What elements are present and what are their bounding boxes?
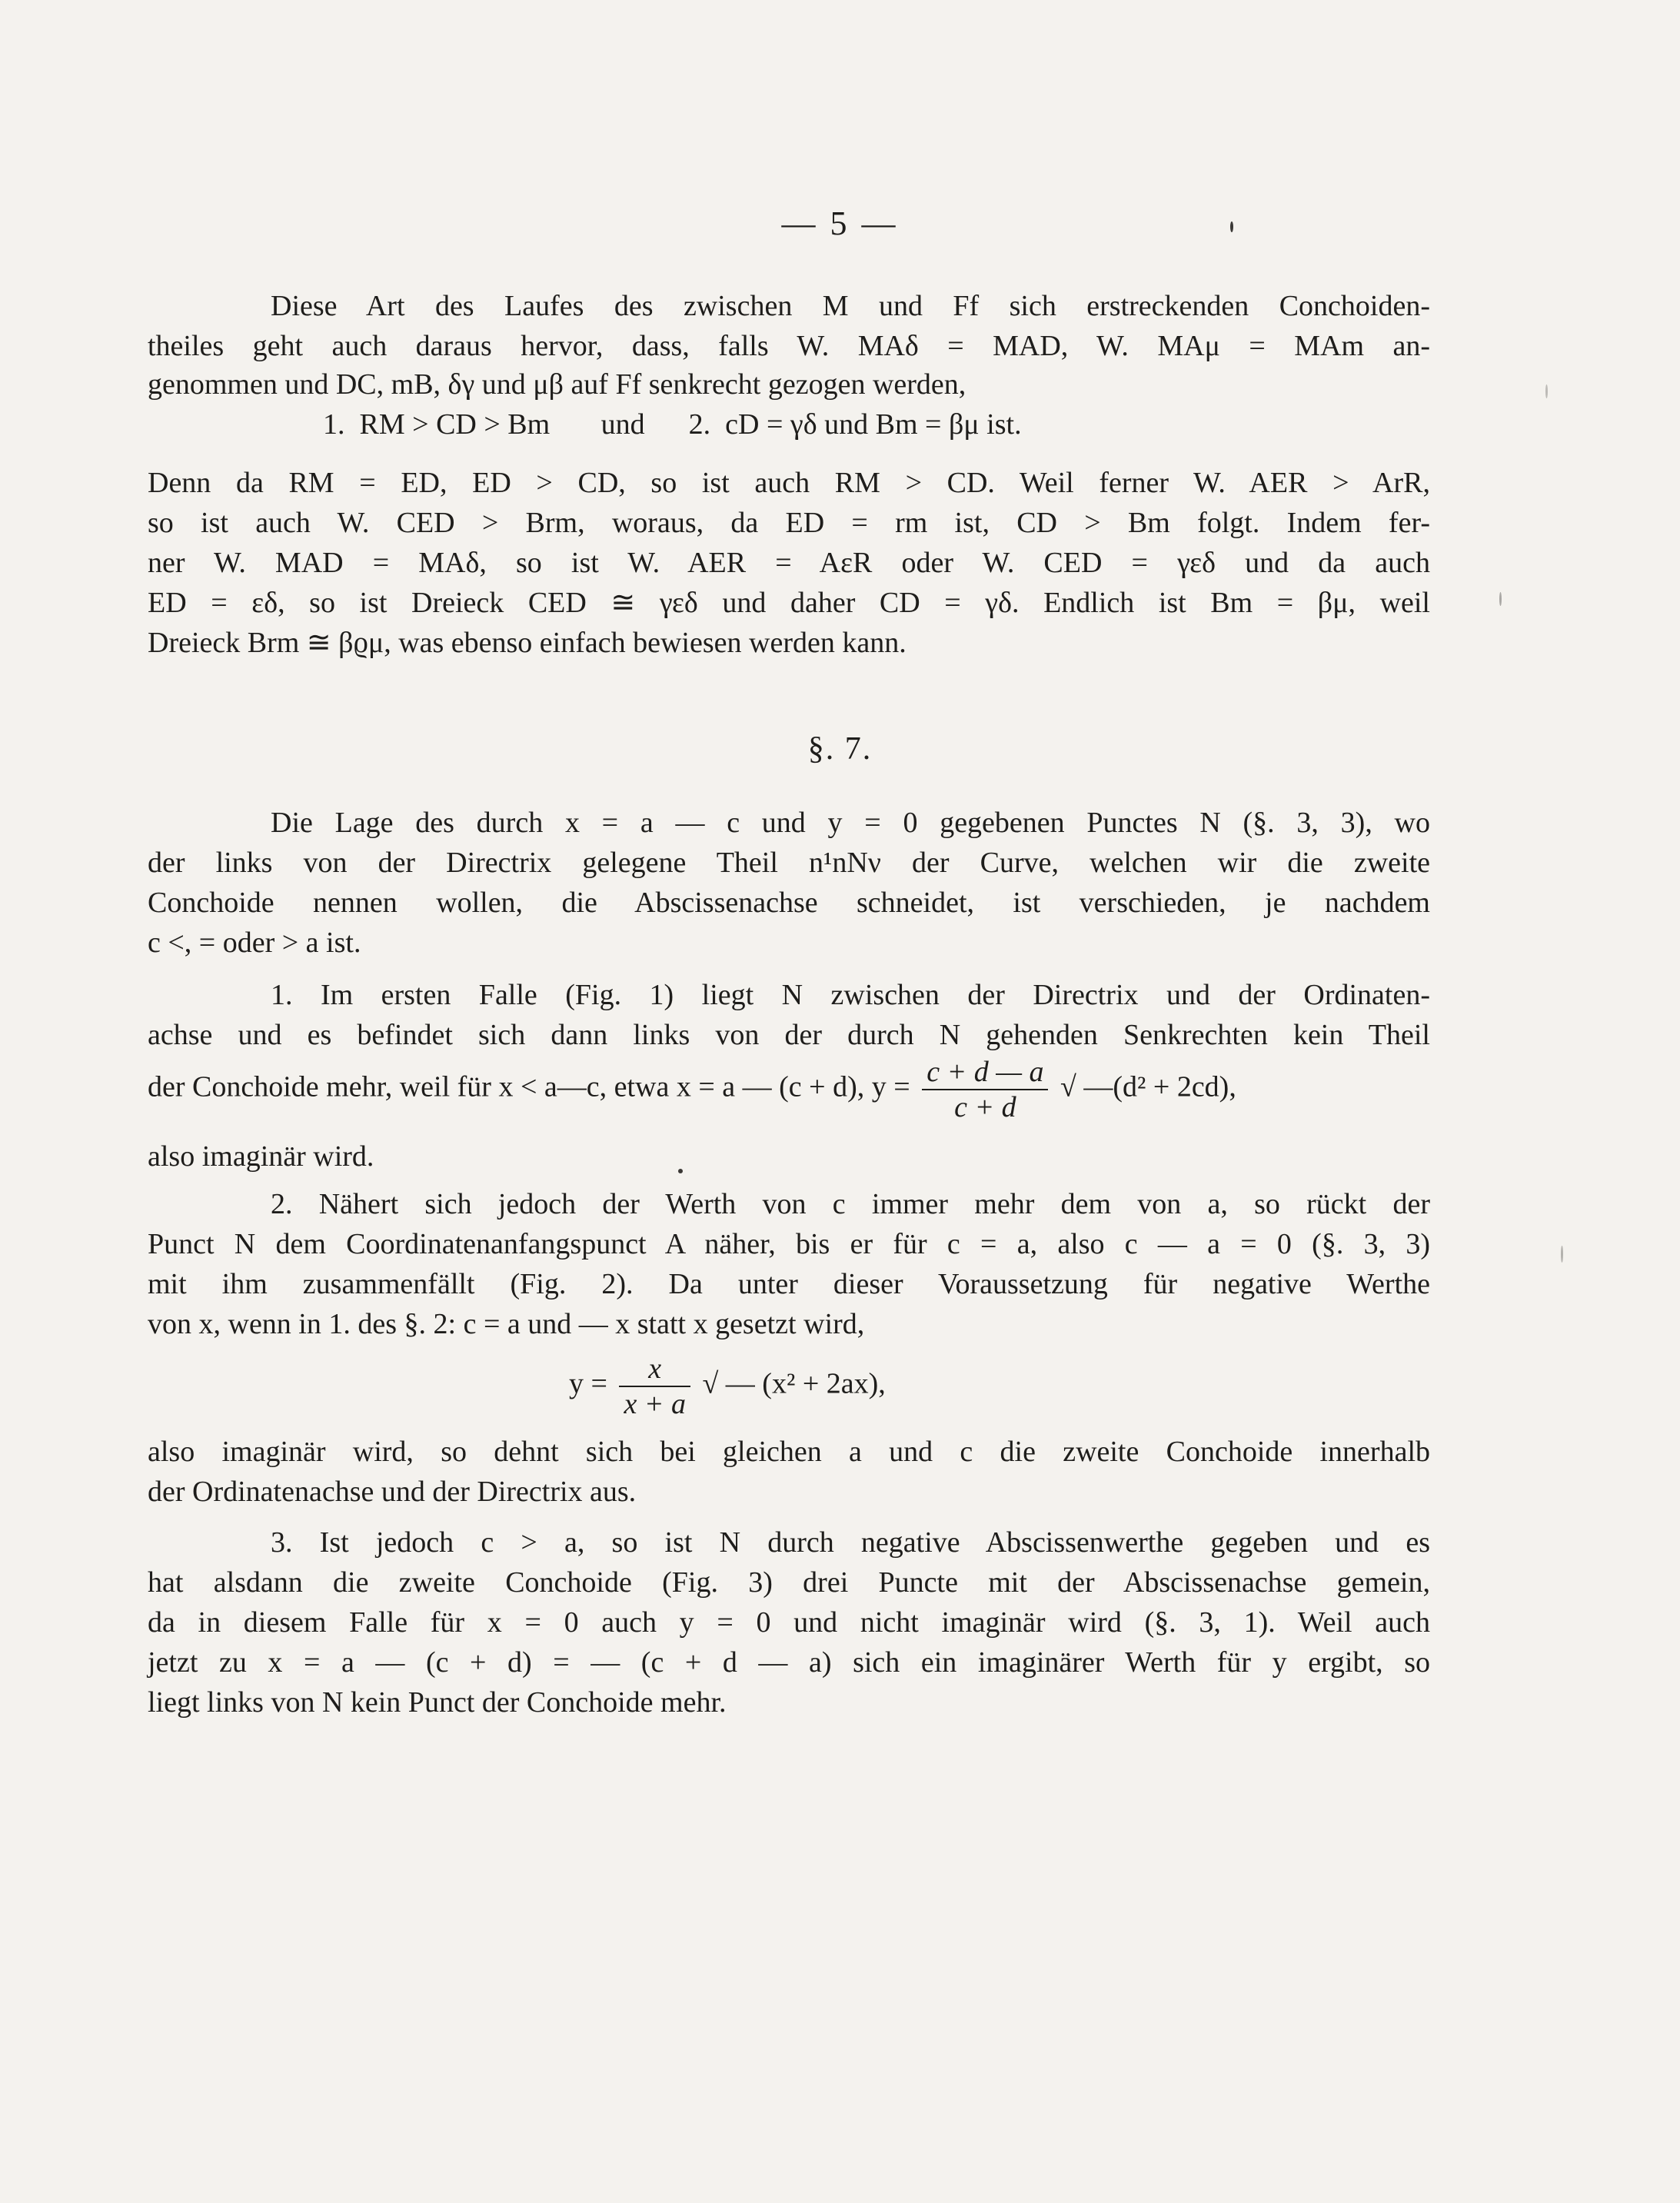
item2-line3: mit ihm zusammenfällt (Fig. 2). Da unter dieser Voraussetzung für negative Werthe (148, 1268, 1430, 1300)
paper-speck (1230, 221, 1233, 232)
item3-line4: jetzt zu x = a — (c + d) = — (c + d — a) sich ein imaginärer Werth für y ergibt, so (148, 1646, 1430, 1679)
para1-line6: so ist auch W. CED > Brm, woraus, da ED = rm ist, CD > Bm folgt. Indem fer- (148, 507, 1430, 539)
item3-line5: liegt links von N kein Punct der Conchoide mehr. (148, 1686, 727, 1719)
item3-line3: da in diesem Falle für x = 0 auch y = 0 und nicht imaginär wird (§. 3, 1). Weil auch (148, 1606, 1430, 1639)
item2-line6: der Ordinatenachse und der Directrix aus. (148, 1476, 637, 1508)
item1-fraction (922, 1055, 1048, 1124)
item2-formula-post: √ — (x² + 2ax), (702, 1367, 886, 1400)
para1-line5: Denn da RM = ED, ED > CD, so ist auch RM > CD. Weil ferner W. AER > ArR, (148, 467, 1430, 499)
para2-line3: Conchoide nennen wollen, die Abscissenachse schneidet, ist verschieden, je nachdem (148, 887, 1430, 919)
item2-fraction-denominator: x + a (624, 1388, 686, 1420)
item2-line1: 2. Nähert sich jedoch der Werth von c immer mehr dem von a, so rückt der (271, 1188, 1430, 1220)
item1-line2: achse und es befindet sich dann links von der durch N gehenden Senkrechten kein Theil (148, 1019, 1430, 1051)
item2-line2: Punct N dem Coordinatenanfangspunct A näher, bis er für c = a, also c — a = 0 (§. 3, 3) (148, 1228, 1430, 1260)
item1-fraction-denominator: c + d (954, 1091, 1016, 1123)
para2-line2: der links von der Directrix gelegene Theil n¹nNν der Curve, welchen wir die zweite (148, 847, 1430, 879)
paper-speck (1545, 384, 1548, 398)
item1-line3-pre: der Conchoide mehr, weil für x < a—c, etwa x = a — (c + d), y = (148, 1070, 910, 1103)
item2-line4: von x, wenn in 1. des §. 2: c = a und — x statt x gesetzt wird, (148, 1308, 865, 1340)
item2-line5: also imaginär wird, so dehnt sich bei gleichen a und c die zweite Conchoide innerhalb (148, 1436, 1430, 1468)
page-number: — 5 — (781, 205, 899, 242)
section-heading: §. 7. (807, 731, 873, 767)
item3-line2: hat alsdann die zweite Conchoide (Fig. 3) drei Puncte mit der Abscissenachse gemein, (148, 1566, 1430, 1599)
para1-line8: ED = εδ, so ist Dreieck CED ≅ γεδ und daher CD = γδ. Endlich ist Bm = βμ, weil (148, 587, 1430, 619)
item2-formula (569, 1352, 886, 1421)
para1-line3: genommen und DC, mB, δγ und μβ auf Ff senkrecht gezogen werden, (148, 368, 966, 401)
paper-speck (1561, 1246, 1563, 1263)
item1-line3 (148, 1055, 1236, 1124)
para1-line4: 1. RM > CD > Bm und 2. cD = γδ und Bm = βμ ist. (323, 408, 1022, 441)
item2-fraction-numerator: x (619, 1352, 690, 1387)
para2-line1: Die Lage des durch x = a — c und y = 0 gegebenen Punctes N (§. 3, 3), wo (271, 807, 1430, 839)
item1-line4: also imaginär wird. (148, 1140, 374, 1173)
paper-speck (1499, 592, 1502, 606)
item1-line1: 1. Im ersten Falle (Fig. 1) liegt N zwischen der Directrix und der Ordinaten- (271, 979, 1430, 1011)
item2-fraction (619, 1352, 690, 1421)
para1-line7: ner W. MAD = MAδ, so ist W. AER = AεR oder W. CED = γεδ und da auch (148, 547, 1430, 579)
para1-line1: Diese Art des Laufes des zwischen M und Ff sich erstreckenden Conchoiden- (271, 290, 1430, 322)
item1-line3-post: √ —(d² + 2cd), (1060, 1070, 1236, 1103)
item3-line1: 3. Ist jedoch c > a, so ist N durch negative Abscissenwerthe gegeben und es (271, 1526, 1430, 1559)
item1-fraction-numerator: c + d — a (922, 1055, 1048, 1090)
item2-formula-pre: y = (569, 1367, 607, 1400)
para1-line2: theiles geht auch daraus hervor, dass, falls W. MAδ = MAD, W. MAμ = MAm an- (148, 330, 1430, 362)
paper-speck (678, 1169, 683, 1173)
para2-line4: c <, = oder > a ist. (148, 927, 361, 959)
para1-line9: Dreieck Brm ≅ βϱμ, was ebenso einfach bewiesen werden kann. (148, 627, 907, 659)
